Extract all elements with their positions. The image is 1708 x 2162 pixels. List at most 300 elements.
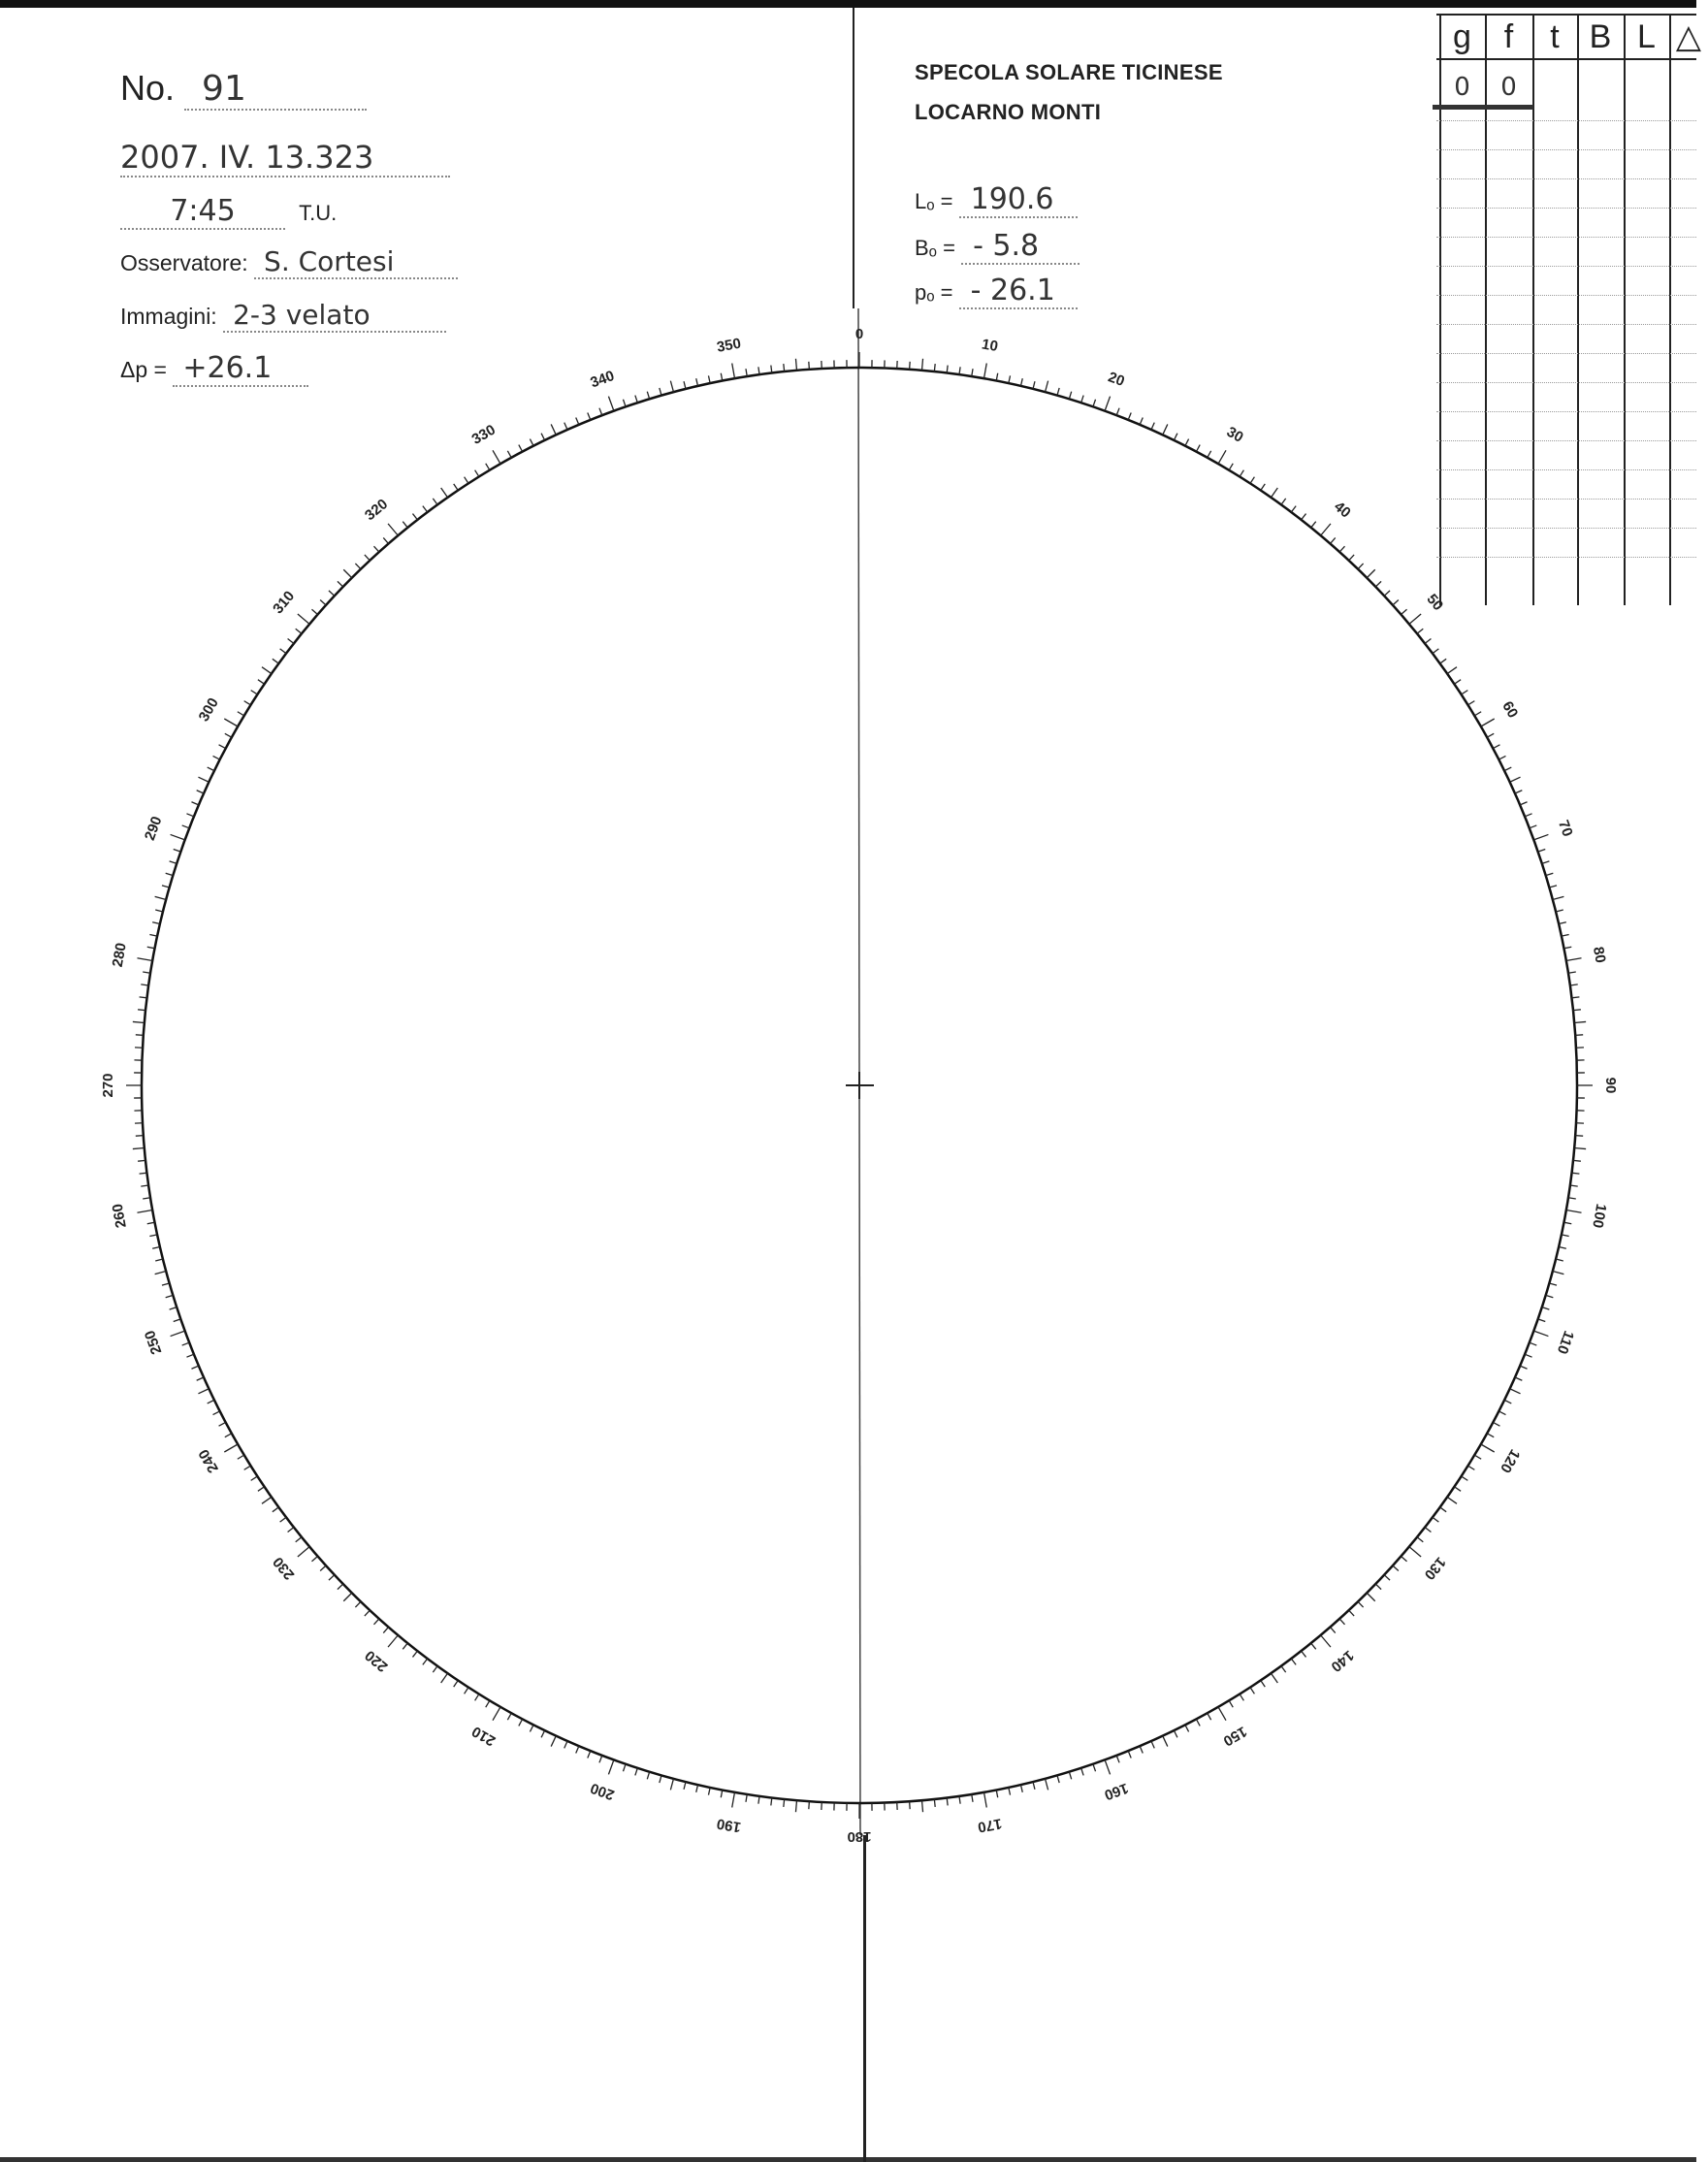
angle-tick (1291, 1659, 1296, 1664)
angle-tick (1474, 1455, 1481, 1459)
angle-tick (972, 1794, 973, 1802)
table-header-g: g (1453, 18, 1471, 55)
angle-label-30: 30 (1223, 423, 1246, 446)
angle-tick (1196, 1719, 1200, 1726)
angle-tick (191, 1366, 198, 1369)
angle-tick (1563, 1222, 1571, 1224)
angle-tick (934, 364, 935, 371)
angle-tick (1020, 1785, 1022, 1792)
angle-tick (140, 997, 147, 998)
angle-tick (1433, 649, 1438, 654)
angle-tick (1574, 1147, 1586, 1148)
angle-tick (143, 972, 150, 973)
angle-tick (1384, 591, 1390, 596)
angle-tick (1533, 1331, 1548, 1336)
angle-tick (721, 1790, 723, 1797)
angle-tick (1568, 1198, 1576, 1199)
angle-tick (588, 412, 591, 419)
angle-tick (708, 375, 710, 383)
angle-tick (1566, 958, 1582, 961)
angle-tick (136, 1136, 144, 1137)
angle-tick (1546, 1295, 1554, 1297)
angle-tick (343, 569, 351, 577)
angle-tick (1291, 506, 1296, 512)
angle-tick (1510, 777, 1521, 782)
angle-label-240: 240 (195, 1446, 222, 1476)
angle-tick (152, 1246, 160, 1248)
images-value[interactable]: 2-3 velato (223, 299, 446, 333)
angle-tick (1417, 629, 1423, 633)
angle-tick (155, 910, 163, 912)
angle-tick (1409, 614, 1421, 624)
angle-tick (423, 1659, 428, 1664)
angle-tick (373, 1619, 378, 1625)
angle-tick (1151, 423, 1154, 430)
angle-label-110: 110 (1553, 1328, 1577, 1357)
angle-label-60: 60 (1499, 698, 1522, 722)
angle-tick (1140, 417, 1143, 424)
angle-tick (972, 369, 973, 376)
angle-tick (486, 464, 490, 470)
delta-p-label: Δp = (120, 357, 167, 382)
angle-tick (155, 1272, 167, 1275)
angle-tick (208, 767, 214, 771)
time-unit-label: T.U. (299, 201, 338, 225)
angle-tick (191, 802, 198, 805)
angle-tick (213, 756, 220, 759)
angle-tick (1009, 1788, 1011, 1795)
angle-tick (696, 378, 698, 386)
angle-label-160: 160 (1102, 1779, 1131, 1804)
angle-tick (910, 1801, 911, 1809)
table-header-delta: △ (1675, 18, 1702, 55)
angle-tick (198, 777, 209, 782)
angle-tick (1393, 599, 1399, 604)
angle-tick (296, 1537, 302, 1542)
angle-tick (273, 1507, 278, 1512)
angle-tick (197, 791, 204, 793)
angle-tick (1240, 470, 1243, 477)
angle-tick (365, 1610, 370, 1616)
angle-tick (758, 1796, 759, 1804)
angle-tick (1533, 834, 1548, 839)
angle-tick (288, 1528, 294, 1533)
angle-tick (1425, 638, 1431, 643)
angle-tick (208, 1400, 214, 1404)
angle-tick (1271, 488, 1277, 498)
angle-tick (136, 1035, 144, 1036)
observer-label: Osservatore: (120, 250, 248, 275)
angle-tick (1057, 388, 1059, 396)
table-cell-f[interactable]: 0 (1500, 73, 1517, 102)
angle-tick (1281, 1666, 1286, 1672)
angle-tick (182, 825, 189, 828)
time-value[interactable]: 7:45 (120, 194, 285, 230)
angle-tick (1140, 1746, 1143, 1753)
angle-tick (1440, 1507, 1446, 1512)
angle-tick (1046, 1779, 1048, 1791)
angle-tick (647, 1772, 649, 1780)
angle-tick (1367, 1593, 1374, 1600)
angle-tick (454, 484, 458, 491)
angle-tick (1057, 1775, 1059, 1783)
angle-tick (564, 423, 567, 430)
angle-tick (1185, 1725, 1189, 1731)
institution-location: LOCARNO MONTI (915, 100, 1102, 124)
angle-label-140: 140 (1327, 1646, 1357, 1675)
angle-tick (934, 1799, 935, 1807)
angle-tick (1358, 1601, 1364, 1607)
angle-tick (1499, 1411, 1505, 1415)
angle-tick (1440, 659, 1446, 663)
angle-tick (1571, 1173, 1579, 1174)
angle-tick (1474, 712, 1481, 716)
angle-tick (224, 1444, 238, 1452)
angle-tick (1462, 1476, 1468, 1480)
angle-tick (441, 1673, 448, 1683)
angle-tick (996, 373, 998, 381)
angle-tick (1570, 984, 1578, 985)
angle-label-270: 270 (99, 1073, 116, 1098)
angle-tick (1570, 1185, 1578, 1186)
angle-tick (1321, 524, 1331, 535)
angle-tick (1367, 569, 1374, 577)
angle-tick (1330, 537, 1335, 543)
l0-value[interactable]: 190.6 (959, 182, 1078, 218)
angle-tick (959, 1796, 960, 1804)
angle-tick (1339, 1619, 1344, 1625)
angle-tick (170, 861, 177, 863)
angle-tick (1562, 1235, 1569, 1237)
angle-label-80: 80 (1589, 945, 1609, 965)
observer-value[interactable]: S. Cortesi (254, 245, 458, 279)
angle-tick (608, 1759, 613, 1774)
angle-tick (329, 591, 335, 596)
angle-tick (1573, 1010, 1581, 1011)
angle-tick (599, 408, 602, 415)
angle-tick (137, 1210, 152, 1212)
angle-tick (262, 667, 272, 674)
angle-tick (1520, 1366, 1527, 1369)
table-header-t: t (1550, 18, 1560, 55)
angle-tick (623, 400, 626, 407)
institution-name: SPECOLA SOLARE TICINESE (915, 60, 1223, 84)
angle-tick (1250, 477, 1254, 484)
angle-tick (684, 381, 686, 389)
angle-tick (1033, 1782, 1035, 1790)
angle-tick (1349, 1610, 1354, 1616)
angle-tick (1566, 1210, 1582, 1212)
angle-tick (1542, 1307, 1550, 1309)
angle-tick (225, 1434, 232, 1437)
angle-tick (155, 1259, 163, 1261)
angle-tick (280, 649, 286, 654)
angle-tick (1538, 849, 1546, 852)
angle-tick (1046, 381, 1048, 393)
angle-tick (1454, 680, 1461, 684)
drawing-number-label: No. (120, 68, 176, 108)
angle-tick (1542, 861, 1550, 863)
angle-tick (383, 537, 388, 543)
angle-tick (1009, 375, 1011, 383)
table-header-f: f (1503, 18, 1514, 55)
angle-tick (493, 1707, 500, 1721)
angle-tick (162, 1283, 170, 1285)
angle-tick (1468, 1466, 1475, 1469)
angle-tick (219, 1422, 226, 1426)
table-header-b: B (1589, 18, 1612, 55)
angle-tick (320, 1565, 326, 1570)
angle-tick (660, 388, 661, 396)
angle-tick (1375, 1584, 1381, 1590)
angle-tick (1515, 1377, 1522, 1380)
angle-tick (623, 1764, 626, 1772)
angle-tick (298, 614, 309, 624)
angle-tick (1020, 378, 1022, 386)
angle-tick (1393, 1565, 1399, 1570)
angle-tick (133, 1021, 145, 1022)
angle-tick (1081, 1768, 1083, 1776)
angle-tick (388, 1635, 398, 1647)
angle-tick (244, 701, 251, 705)
angle-tick (1218, 450, 1226, 464)
angle-tick (1504, 1400, 1511, 1404)
angle-tick (355, 1601, 361, 1607)
angle-tick (1575, 1035, 1583, 1036)
p0-label: pₒ = (915, 280, 953, 305)
angle-label-210: 210 (468, 1723, 499, 1750)
angle-tick (1510, 1389, 1521, 1394)
angle-tick (1487, 1434, 1494, 1437)
angle-tick (541, 1730, 545, 1737)
table-header-l: L (1637, 18, 1656, 55)
angle-tick (1481, 1444, 1495, 1452)
angle-tick (541, 434, 545, 440)
angle-tick (186, 1354, 193, 1357)
angle-tick (1530, 1342, 1536, 1345)
angle-tick (1462, 691, 1468, 694)
angle-tick (423, 506, 428, 512)
angle-tick (1549, 1283, 1557, 1285)
angle-tick (296, 629, 302, 633)
angle-tick (1447, 1497, 1457, 1503)
angle-tick (1556, 910, 1563, 912)
angle-tick (433, 499, 437, 504)
angle-tick (1538, 1319, 1546, 1322)
angle-tick (1504, 767, 1511, 771)
angle-tick (1384, 1575, 1390, 1580)
angle-tick (343, 1593, 351, 1600)
angle-tick (1208, 451, 1211, 458)
angle-label-350: 350 (715, 335, 743, 356)
angle-tick (507, 451, 511, 458)
angle-tick (1174, 434, 1177, 440)
angle-tick (983, 1792, 986, 1808)
images-label: Immagini: (120, 304, 217, 329)
angle-tick (921, 359, 922, 371)
angle-tick (746, 1794, 747, 1802)
date-value[interactable]: 2007. IV. 13.323 (120, 139, 450, 177)
angle-tick (1520, 802, 1527, 805)
angle-tick (608, 397, 613, 411)
angle-tick (1069, 1772, 1071, 1780)
angle-tick (311, 609, 317, 614)
angle-tick (1493, 1422, 1499, 1426)
angle-tick (1454, 1487, 1461, 1491)
angle-tick (147, 1222, 155, 1224)
angle-tick (784, 364, 785, 371)
angle-tick (576, 1746, 579, 1753)
angle-label-340: 340 (588, 367, 617, 392)
angle-tick (186, 814, 193, 817)
angle-tick (238, 712, 244, 716)
angle-tick (530, 1725, 533, 1731)
angle-tick (338, 1584, 343, 1590)
angle-tick (996, 1790, 998, 1797)
angle-tick (1375, 581, 1381, 587)
angle-tick (670, 381, 673, 393)
b0-label: Bₒ = (915, 236, 955, 260)
angle-tick (138, 1160, 145, 1161)
angle-tick (141, 984, 148, 985)
angle-tick (1499, 756, 1505, 759)
angle-tick (412, 514, 417, 520)
angle-tick (1549, 886, 1557, 887)
angle-tick (1401, 609, 1406, 614)
angle-tick (298, 1547, 309, 1557)
angle-tick (338, 581, 343, 587)
angle-tick (198, 1389, 209, 1394)
angle-tick (433, 1666, 437, 1672)
angle-tick (273, 659, 278, 663)
angle-tick (564, 1741, 567, 1748)
angle-tick (1128, 1751, 1131, 1758)
angle-tick (288, 638, 294, 643)
angle-tick (1105, 397, 1110, 411)
angle-tick (1433, 1517, 1438, 1522)
delta-p-value[interactable]: +26.1 (173, 351, 308, 387)
angle-tick (149, 1235, 157, 1237)
angle-tick (373, 546, 378, 552)
angle-label-230: 230 (270, 1553, 299, 1583)
angle-tick (530, 439, 533, 446)
angle-tick (143, 1198, 150, 1199)
angle-tick (1425, 1528, 1431, 1533)
angle-tick (696, 1785, 698, 1792)
angle-tick (262, 1497, 272, 1503)
angle-tick (507, 1713, 511, 1720)
angle-tick (311, 1556, 317, 1561)
angle-tick (809, 362, 810, 370)
angle-tick (1311, 522, 1316, 528)
angle-tick (171, 834, 185, 839)
angle-tick (1311, 1643, 1316, 1649)
angle-tick (599, 1756, 602, 1762)
angle-tick (1151, 1741, 1154, 1748)
angle-tick (1493, 745, 1499, 749)
angle-tick (588, 1751, 591, 1758)
angle-tick (412, 1651, 417, 1657)
p0-value[interactable]: - 26.1 (959, 274, 1078, 309)
angle-tick (771, 366, 772, 373)
angle-label-40: 40 (1331, 498, 1354, 522)
angle-tick (910, 362, 911, 370)
angle-tick (174, 1319, 181, 1322)
angle-tick (1174, 1730, 1177, 1737)
angle-tick (1185, 439, 1189, 446)
angle-tick (1339, 546, 1344, 552)
angle-label-50: 50 (1423, 591, 1447, 614)
angle-tick (403, 1643, 407, 1649)
angle-tick (1261, 1680, 1265, 1687)
angle-tick (162, 886, 170, 887)
angle-tick (1559, 922, 1566, 924)
angle-label-330: 330 (468, 421, 499, 448)
angle-tick (403, 522, 407, 528)
angle-label-190: 190 (715, 1815, 743, 1836)
angle-tick (1229, 464, 1233, 470)
angle-tick (1525, 814, 1531, 817)
angle-tick (795, 1800, 796, 1812)
angle-tick (258, 1487, 265, 1491)
angle-tick (1573, 1160, 1581, 1161)
angle-tick (171, 1331, 185, 1336)
angle-tick (1546, 873, 1554, 875)
angle-label-20: 20 (1106, 369, 1127, 391)
angle-tick (493, 450, 500, 464)
drawing-number-value[interactable]: 91 (184, 69, 367, 111)
angle-tick (166, 1295, 174, 1297)
angle-tick (1240, 1694, 1243, 1701)
angle-tick (441, 488, 448, 498)
angle-label-290: 290 (141, 814, 166, 843)
angle-tick (1218, 1707, 1226, 1721)
angle-label-300: 300 (195, 694, 222, 725)
b0-value[interactable]: - 5.8 (961, 229, 1080, 265)
angle-tick (1093, 1764, 1096, 1772)
angle-tick (155, 896, 167, 899)
angle-label-260: 260 (109, 1202, 130, 1230)
angle-tick (258, 680, 265, 684)
angle-tick (1409, 1547, 1421, 1557)
angle-tick (1208, 1713, 1211, 1720)
angle-tick (551, 424, 556, 435)
angle-tick (1525, 1354, 1531, 1357)
angle-tick (771, 1797, 772, 1805)
angle-tick (1033, 381, 1035, 389)
angle-tick (670, 1779, 673, 1791)
angle-tick (795, 359, 796, 371)
angle-tick (684, 1782, 686, 1790)
angle-label-220: 220 (362, 1646, 392, 1675)
angle-label-170: 170 (976, 1815, 1004, 1836)
angle-tick (225, 733, 232, 737)
angle-tick (1281, 499, 1286, 504)
angle-tick (149, 934, 157, 936)
angle-label-130: 130 (1420, 1553, 1449, 1583)
angle-tick (1330, 1627, 1335, 1632)
angle-tick (983, 363, 986, 378)
angle-tick (140, 1173, 147, 1174)
table-cell-g[interactable]: 0 (1454, 73, 1470, 102)
angle-tick (465, 1688, 468, 1694)
angle-tick (1302, 1651, 1306, 1657)
angle-tick (197, 1377, 204, 1380)
angle-tick (1556, 1259, 1563, 1261)
angle-tick (1481, 719, 1495, 726)
angle-tick (475, 470, 479, 477)
angle-tick (721, 373, 723, 381)
